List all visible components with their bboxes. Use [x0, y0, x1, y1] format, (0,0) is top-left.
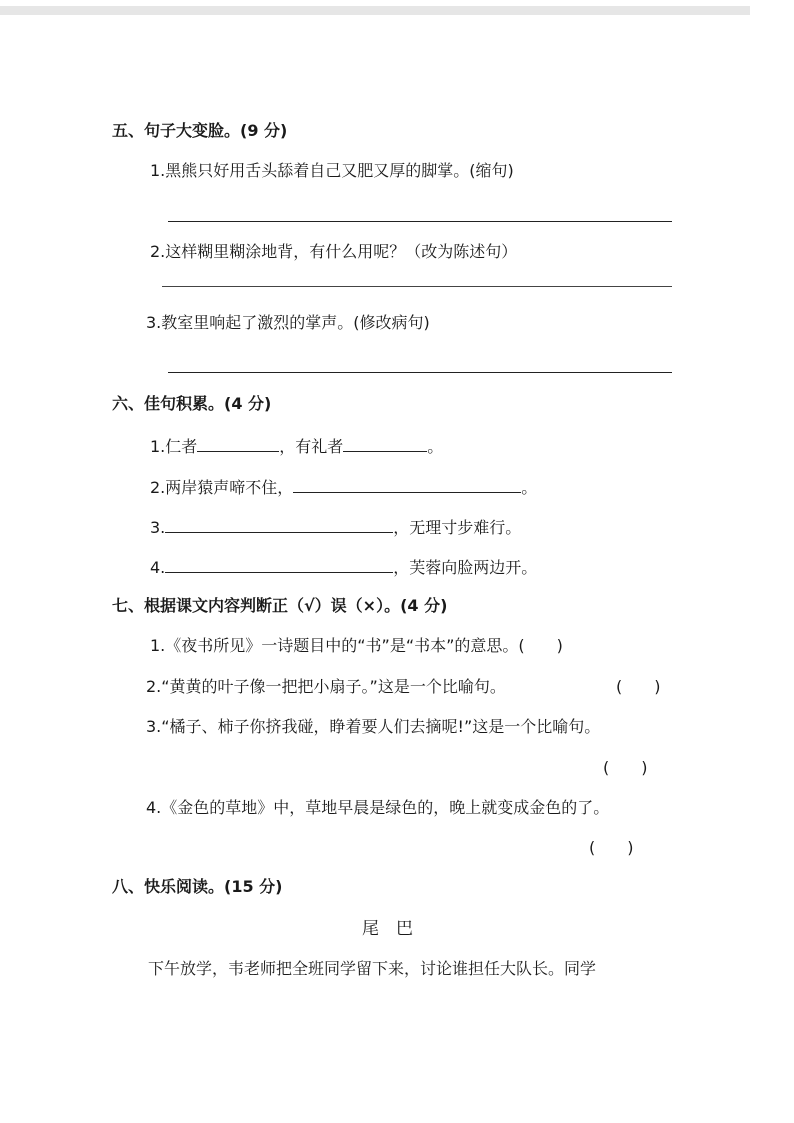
- reading-title: 尾 巴: [362, 919, 413, 939]
- blank-6-1a[interactable]: [197, 434, 279, 452]
- q4-text-a: 4.: [150, 558, 166, 577]
- answer-paren-7-3[interactable]: ( ): [603, 758, 648, 777]
- blank-6-4[interactable]: [165, 555, 393, 573]
- section-7-question-1: 1.《夜书所见》一诗题目中的“书”是“书本”的意思。( ): [150, 636, 563, 655]
- answer-line-5-3[interactable]: [168, 372, 672, 373]
- section-5-question-3: 3.教室里响起了激烈的掌声。(修改病句): [146, 313, 430, 332]
- q1-text-b: ，有礼者: [279, 437, 344, 456]
- section-5-heading: 五、句子大变脸。(9 分): [112, 121, 288, 140]
- section-5-question-2: 2.这样糊里糊涂地背，有什么用呢？（改为陈述句）: [150, 242, 518, 261]
- q2-text-a: 2.两岸猿声啼不住，: [150, 478, 294, 497]
- section-6-question-1: [150, 434, 443, 457]
- section-6-question-2: [150, 475, 537, 498]
- answer-line-5-1[interactable]: [168, 221, 672, 222]
- q3-text-a: 3.: [150, 518, 166, 537]
- answer-paren-7-2[interactable]: ( ): [616, 677, 661, 696]
- section-7-heading: 七、根据课文内容判断正（√）误（×）。(4 分): [112, 596, 448, 615]
- top-scroll-bar: [0, 6, 750, 15]
- reading-paragraph: 下午放学，韦老师把全班同学留下来，讨论谁担任大队长。同学: [148, 959, 597, 978]
- blank-6-2[interactable]: [293, 475, 521, 493]
- q1-text-c: 。: [427, 437, 444, 456]
- blank-6-3[interactable]: [165, 515, 393, 533]
- section-7-question-3: 3.“橘子、柿子你挤我碰，睁着要人们去摘呢!”这是一个比喻句。: [146, 717, 601, 736]
- answer-paren-7-4[interactable]: ( ): [589, 838, 634, 857]
- section-8-heading: 八、快乐阅读。(15 分): [112, 877, 283, 896]
- q3-text-b: ，无理寸步难行。: [393, 518, 522, 537]
- answer-line-5-2[interactable]: [162, 286, 672, 287]
- section-7-question-4: 4.《金色的草地》中，草地早晨是绿色的，晚上就变成金色的了。: [146, 798, 610, 817]
- q1-text-a: 1.仁者: [150, 437, 198, 456]
- q4-text-b: ，芙蓉向脸两边开。: [393, 558, 538, 577]
- q2-text-b: 。: [521, 478, 538, 497]
- blank-6-1b[interactable]: [343, 434, 427, 452]
- section-6-heading: 六、佳句积累。(4 分): [112, 394, 272, 413]
- section-6-question-3: [150, 515, 521, 538]
- section-7-question-2: 2.“黄黄的叶子像一把把小扇子。”这是一个比喻句。: [146, 677, 506, 696]
- section-5-question-1: 1.黑熊只好用舌头舔着自己又肥又厚的脚掌。(缩句): [150, 161, 514, 180]
- section-6-question-4: [150, 555, 537, 578]
